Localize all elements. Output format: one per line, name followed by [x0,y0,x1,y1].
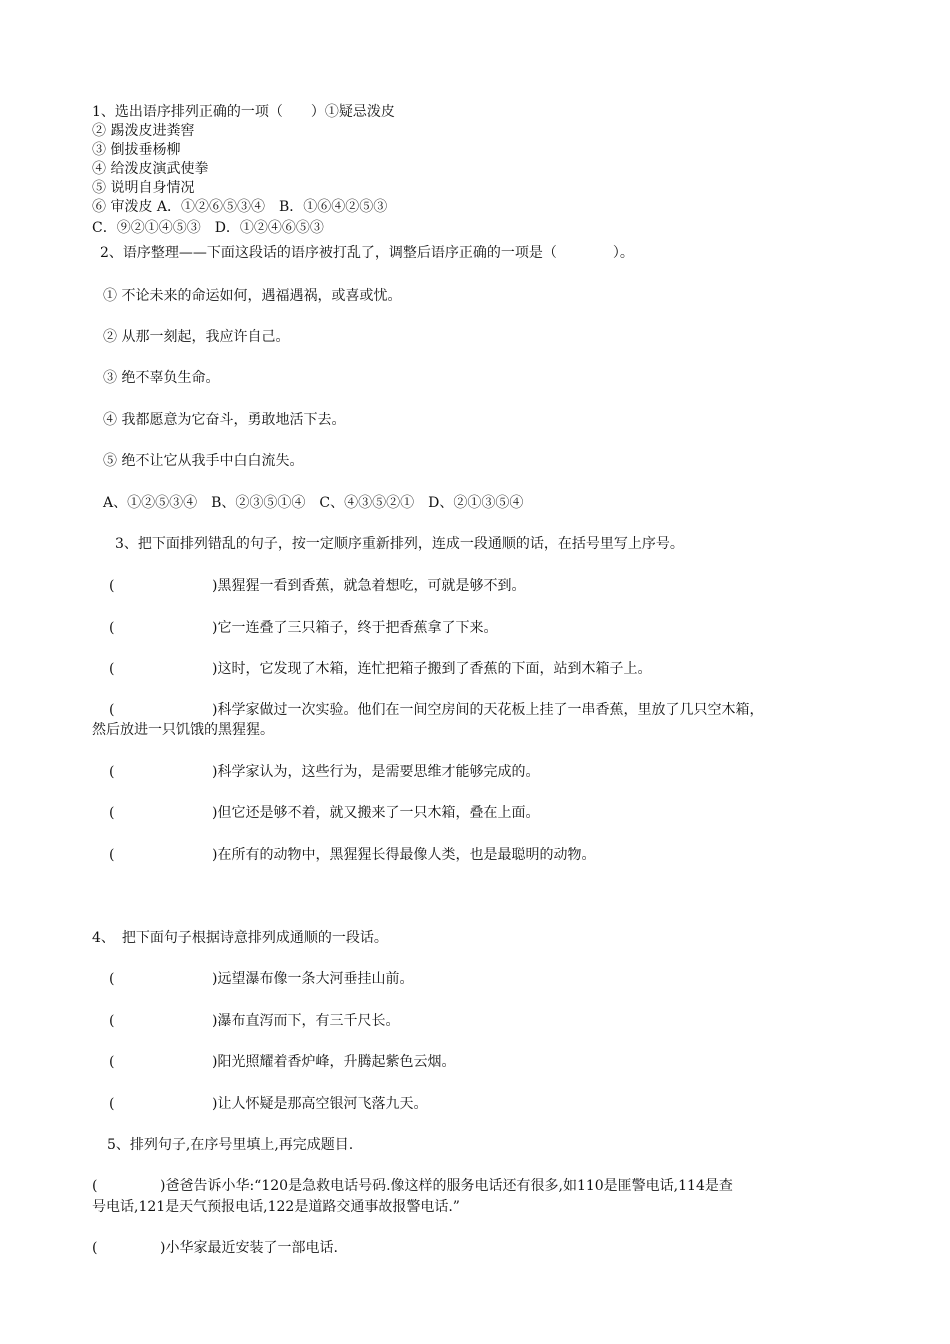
paren-close: ) [212,971,218,987]
paren-close: ) [212,1054,218,1070]
q2-item: ② 从那一刻起，我应许自己。 [103,329,290,345]
paren-open: ( [109,1013,115,1029]
paren-close: ) [212,620,218,636]
q4-answer-blank[interactable] [109,1094,114,1114]
q5-item [160,1176,733,1196]
q3-item [212,618,497,638]
q5-item [160,1238,338,1258]
q3-item [212,659,651,679]
q2-item: ⑤ 绝不让它从我手中白白流失。 [103,453,304,469]
q3-item-text: 它一连叠了三只箱子，终于把香蕉拿了下来。 [217,620,498,636]
q3-answer-blank[interactable] [109,762,114,782]
q4-item-text: 让人怀疑是那高空银河飞落九天。 [217,1096,428,1112]
q4-item [212,1011,399,1031]
q4-answer-blank[interactable] [109,969,114,989]
q3-item-text: 在所有的动物中，黑猩猩长得最像人类，也是最聪明的动物。 [217,847,596,863]
q4-item [212,969,413,989]
paren-close: ) [212,805,218,821]
q4-item-text: 瀑布直泻而下，有三千尺长。 [217,1013,400,1029]
paren-open: ( [109,764,115,780]
q3-item-text: 但它还是够不着，就又搬来了一只木箱，叠在上面。 [217,805,540,821]
q3-item-text: 黑猩猩一看到香蕉，就急着想吃，可就是够不到。 [217,578,526,594]
q3-item [212,803,539,823]
q2-item: ④ 我都愿意为它奋斗，勇敢地活下去。 [103,412,346,428]
q1-line-3: ③ 倒拔垂杨柳 [92,142,181,158]
paren-open: ( [109,847,115,863]
q5-item-text: 爸爸告诉小华:“120是急救电话号码.像这样的服务电话还有很多,如110是匪警电话,114是查 [165,1178,733,1194]
paren-close: ) [212,1096,218,1112]
q3-answer-blank[interactable] [109,700,114,720]
paren-open: ( [92,1240,98,1256]
q3-answer-blank[interactable] [109,618,114,638]
paren-close: ) [160,1178,166,1194]
paren-open: ( [109,620,115,636]
q1-line-4: ④ 给泼皮演武使拳 [92,161,209,177]
q3-answer-blank[interactable] [109,803,114,823]
q4-answer-blank[interactable] [109,1011,114,1031]
q3-answer-blank[interactable] [109,845,114,865]
q3-item-continued: 然后放进一只饥饿的黑猩猩。 [92,722,274,738]
paren-close: ) [212,847,218,863]
q4-item-text: 远望瀑布像一条大河垂挂山前。 [217,971,414,987]
q3-answer-blank[interactable] [109,576,114,596]
paren-open: ( [109,971,115,987]
paren-open: ( [109,702,115,718]
q2-options: A、①②⑤③④ B、②③⑤①④ C、④③⑤②① D、②①③⑤④ [103,495,524,511]
paren-open: ( [109,1054,115,1070]
paren-close: ) [212,578,218,594]
q4-answer-blank[interactable] [109,1052,114,1072]
q4-item [212,1052,455,1072]
q1-line-6: ⑥ 审泼皮 A．①②⑥⑤③④ B．①⑥④②⑤③ [92,199,388,215]
paren-close: ) [212,764,218,780]
q2-item: ③ 绝不辜负生命。 [103,370,220,386]
paren-open: ( [109,578,115,594]
q4-item [212,1094,427,1114]
q3-item-text: 科学家做过一次实验。他们在一间空房间的天花板上挂了一串香蕉，里放了几只空木箱， [217,702,764,718]
q3-answer-blank[interactable] [109,659,114,679]
q4-item-text: 阳光照耀着香炉峰，升腾起紫色云烟。 [217,1054,456,1070]
q1-line-1: 1、选出语序排列正确的一项（ ）①疑忌泼皮 [92,104,395,120]
q3-item [212,762,539,782]
q5-item-text: 小华家最近安装了一部电话. [165,1240,338,1256]
q1-line-7: C．⑨②①④⑤③ D．①②④⑥⑤③ [92,220,324,236]
paren-close: ) [160,1240,166,1256]
q3-item [212,576,525,596]
paren-close: ) [212,702,218,718]
paren-open: ( [109,1096,115,1112]
paren-open: ( [109,661,115,677]
paren-close: ) [212,661,218,677]
paren-close: ) [212,1013,218,1029]
q3-item-text: 这时，它发现了木箱，连忙把箱子搬到了香蕉的下面，站到木箱子上。 [217,661,652,677]
q2-item: ① 不论未来的命运如何，遇福遇祸，或喜或忧。 [103,288,402,304]
q5-item-continued: 号电话,121是天气预报电话,122是道路交通事故报警电话.” [92,1199,460,1215]
q1-line-5: ⑤ 说明自身情况 [92,180,195,196]
paren-open: ( [109,805,115,821]
q5-answer-blank[interactable] [92,1238,97,1258]
q3-item [212,700,763,720]
q4-prompt: 4、 把下面句子根据诗意排列成通顺的一段话。 [92,930,388,946]
q3-prompt: 3、把下面排列错乱的句子，按一定顺序重新排列，连成一段通顺的话，在括号里写上序号。 [115,536,684,552]
paren-open: ( [92,1178,98,1194]
q5-answer-blank[interactable] [92,1176,97,1196]
q3-item [212,845,595,865]
q2-prompt: 2、语序整理——下面这段话的语序被打乱了，调整后语序正确的一项是（ ）。 [100,245,634,261]
q1-line-2: ② 踢泼皮进粪窖 [92,123,195,139]
q3-item-text: 科学家认为，这些行为，是需要思维才能够完成的。 [217,764,540,780]
q5-prompt: 5、排列句子,在序号里填上,再完成题目. [107,1137,354,1153]
